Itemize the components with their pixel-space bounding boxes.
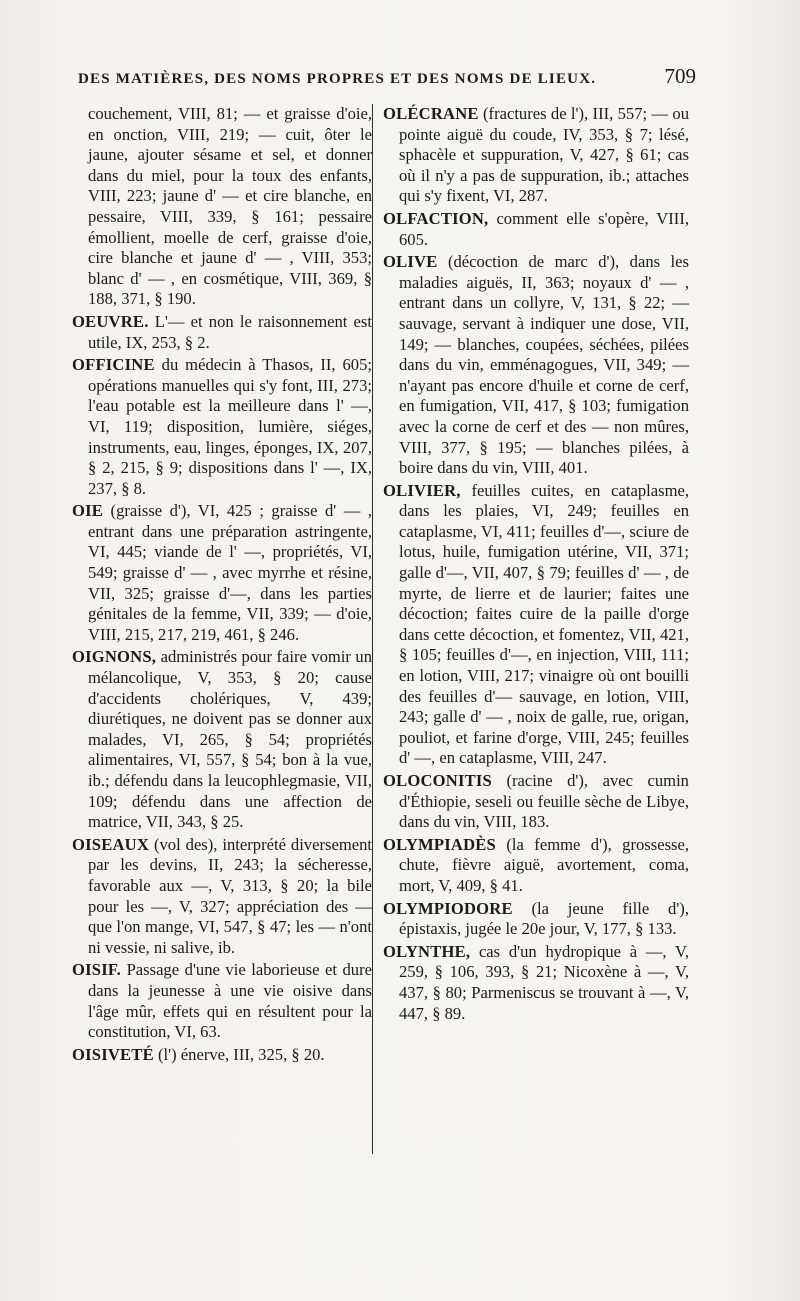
entry-headword: OLFACTION, (383, 208, 489, 228)
entry-headword: OEUVRE. (72, 311, 149, 331)
page-number: 709 (664, 64, 696, 88)
entry-text: (racine d'), avec cumin d'Éthiopie, seseli ou feuille sèche de Libye, dans du vin, VIII, 183. (399, 771, 689, 832)
entry-text: L'— et non le raisonnement est utile, IX, 253, § 2. (88, 311, 372, 352)
index-entry (383, 104, 689, 207)
right-column (383, 104, 689, 1026)
entry-text: comment elle s'opère, VIII, 605. (399, 208, 690, 249)
entry-headword: OLIVE (383, 252, 438, 272)
index-entry (72, 104, 372, 310)
column-divider (372, 104, 373, 1154)
index-entry (383, 481, 689, 769)
index-entry (383, 942, 689, 1024)
index-entry (383, 771, 689, 833)
index-entry (72, 501, 372, 645)
entry-text: (fractures de l'), III, 557; — ou pointe aiguë du coude, IV, 353, § 7; lésé, sphacèle et suppuration, V, 427, § 61; cas où il n'y a pas de suppuration, ib.; attaches qui s'y fixent, VI, 287. (399, 104, 689, 206)
entry-headword: OLÉCRANE (383, 104, 479, 123)
left-column (72, 104, 372, 1067)
entry-text: feuilles cuites, en cataplasme, dans les plaies, VI, 249; feuilles en cataplasme, VI, 411; feuilles d'—, sciure de lotus, huile, fumigation utérine, VII, 371; galle d'—, VII, 407, § 79; feuilles d' — , de myrte, de lierre et de laurier; faites une décoction; faites cuire de la paille d'orge dans cette décoction, et fomentez, VII, 421, § 105; feuilles d'—, en injection, VIII, 111; en lotion, VIII, 217; vinaigre où ont bouilli des feuilles d'— sauvage, en lotion, VIII, 243; galle d' — , noix de galle, rue, origan, pouliot, et farine d'orge, VIII, 245; feuilles d' —, en cataplasme, VIII, 247. (399, 480, 689, 768)
entry-text: (décoction de marc d'), dans les maladies aiguës, II, 363; noyaux d' — , entrant dans un collyre, V, 131, § 22; — sauvage, servant à indiquer une dose, VII, 149; — blanches, coupées, séchées, pilées dans du vin, emménagogues, VII, 349; — n'ayant pas encore d'huile et corne de cerf, en fumigation, VII, 417, § 103; fumigation avec la corne de cerf et des — non mûres, VIII, 377, § 195; — blanches pilées, à boire dans du vin, VIII, 401. (399, 252, 689, 478)
entry-headword: OIGNONS, (72, 647, 157, 667)
index-entry (72, 647, 372, 832)
index-entry (72, 312, 372, 353)
entry-headword: OLYNTHE, (383, 941, 471, 961)
entry-text: couchement, VIII, 81; — et graisse d'oie, en onction, VIII, 219; — cuit, ôter le jaune, ajouter sésame et sel, et donner dans du miel, pour la toux des enfants, VIII, 223; jaune d' — et cire blanche, en pessaire, VIII, 339, § 161; pessaire émollient, moelle de cerf, graisse d'oie, cire blanche et jaune d' — , VIII, 353; blanc d' — , en cosmétique, VIII, 369, § 188, 371, § 190. (88, 104, 372, 309)
index-entry (383, 899, 689, 940)
index-entry (72, 960, 372, 1042)
entry-text: administrés pour faire vomir un mélancolique, V, 353, § 20; cause d'accidents cholériques, V, 439; diurétiques, ne doivent pas se donner aux malades, VI, 265, § 54; propriétés alimentaires, VI, 557, § 54; bon à la vue, ib.; défendu dans la leucophlegmasie, VII, 109; défendu dans une affection de matrice, VII, 343, § 25. (88, 647, 372, 832)
entry-text: (graisse d'), VI, 425 ; graisse d' — , entrant dans une préparation astringente, VI, 445; viande de l' —, propriétés, VI, 549; graisse d' — , avec myrrhe et résine, VII, 325; graisse d'—, dans les parties génitales de la femme, VII, 339; — d'oie, VIII, 215, 217, 219, 461, § 246. (88, 501, 372, 644)
running-head (78, 64, 696, 89)
entry-text: (la femme d'), grossesse, chute, fièvre aiguë, avortement, coma, mort, V, 409, § 41. (399, 834, 689, 895)
entry-headword: OLIVIER, (383, 480, 461, 500)
entry-headword: OISIVETÉ (72, 1044, 154, 1064)
entry-text: cas d'un hydropique à —, V, 259, § 106, 393, § 21; Nicoxène à —, V, 437, § 80; Parmeniscus se trouvant à —, V, 447, § 89. (399, 941, 689, 1023)
index-entry (72, 355, 372, 499)
entry-headword: OISIF. (72, 960, 122, 980)
entry-headword: OLYMPIODORE (383, 898, 513, 918)
index-entry (72, 1045, 372, 1066)
entry-headword: OFFICINE (72, 355, 155, 375)
entry-headword: OLOCONITIS (383, 771, 492, 790)
entry-headword: OIE (72, 501, 104, 521)
entry-headword: OISEAUX (72, 834, 150, 854)
running-head-title: DES MATIÈRES, DES NOMS PROPRES ET DES NOMS DE LIEUX. (78, 71, 597, 87)
entry-text: du médecin à Thasos, II, 605; opérations manuelles qui s'y font, III, 273; l'eau potable est la meilleure dans l' —, VI, 119; disposition, lumière, siéges, instruments, eau, linges, éponges, IX, 207, § 2, 215, § 9; dispositions dans l' —, IX, 237, § 8. (88, 355, 372, 498)
index-entry (383, 835, 689, 897)
entry-text: (l') énerve, III, 325, § 20. (158, 1044, 325, 1064)
index-entry (383, 252, 689, 479)
index-entry (383, 209, 689, 250)
entry-text: (la jeune fille d'), épistaxis, jugée le 20e jour, V, 177, § 133. (399, 898, 689, 939)
entry-headword: OLYMPIADÈS (383, 834, 496, 854)
entry-text: (vol des), interprété diversement par les devins, II, 243; la sécheresse, favorable aux —, V, 313, § 20; la bile pour les —, V, 327; appréciation des — que l'on mange, VI, 547, § 47; les — n'ont ni vessie, ni salive, ib. (88, 834, 372, 957)
index-entry (72, 835, 372, 959)
entry-text: Passage d'une vie laborieuse et dure dans la jeunesse à une vie oisive dans l'âge mûr, effets qui en résultent pour la constitution, VI, 63. (88, 960, 372, 1042)
